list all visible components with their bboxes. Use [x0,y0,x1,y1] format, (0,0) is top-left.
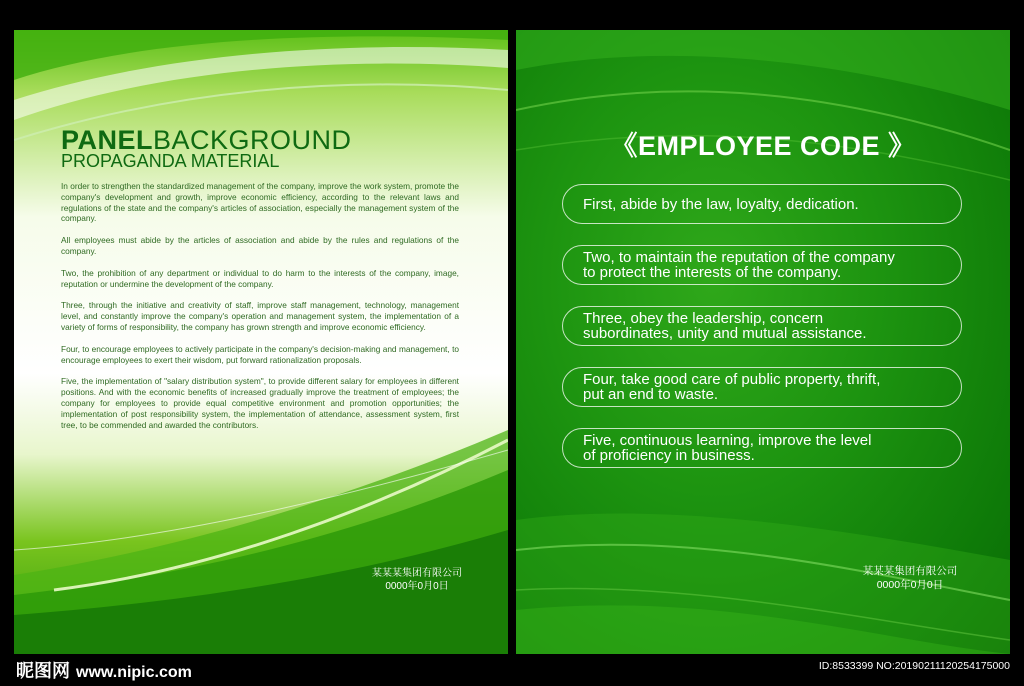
logo-text: 昵图网 [16,661,70,681]
code-item [562,428,962,468]
watermark-logo [16,657,192,683]
code-item-line: to protect the interests of the company. [583,264,842,281]
code-title: 《EMPLOYEE CODE 》 [610,131,916,161]
company-block-left [372,567,462,593]
logo-url: www.nipic.com [76,664,192,681]
paragraph: Three, through the initiative and creativity of staff, improve staff management, technology, management level, and constantly improve the company's operation and management system, the implementation of a variety of forms of responsibility, the company has grown strength and improve economic efficiency. [61,300,459,332]
watermark-id: ID:8533399 NO:20190211120254175000 [818,660,1010,672]
code-item-line: subordinates, unity and mutual assistance. [583,325,867,342]
code-item-line: Five, continuous learning, improve the level [583,432,872,449]
paragraph: In order to strengthen the standardized management of the company, improve the work system, promote the company's development and growth, improve economic efficiency, according to the relevant laws and regulations of the state and the company's articles of association, especially the management system of the company. [61,181,459,224]
page-subtitle: PROPAGANDA MATERIAL [61,151,280,171]
paragraph: Five, the implementation of "salary distribution system", to provide different salary for employees in different positions. And with the economic benefits of increased gradually improve the treatment of employees; the company for employees to provide equal competitive environment and promotion opportunities; the implementation of post responsibility system, the implementation of attendance, assessment system, first tree, to be commended and awarded the contributors. [61,376,459,430]
code-item-line: First, abide by the law, loyalty, dedication. [583,195,859,213]
company-name: 某某某集团有限公司 [372,568,462,579]
code-item-line: Three, obey the leadership, concern [583,310,824,327]
title-rest: BACKGROUND [153,125,352,155]
paragraph: Four, to encourage employees to actively participate in the company's decision-making and management, to encourage employees to exert their wisdom, put forward rationalization proposals. [61,343,459,365]
right-panel [516,30,1010,654]
body-text [61,181,459,441]
code-item-line: put an end to waste. [583,386,719,403]
code-item [562,184,962,224]
left-panel [14,30,508,654]
code-item [562,367,962,407]
paragraph: Two, the prohibition of any department or individual to do harm to the interests of the company, image, reputation or undermine the development of the company. [61,267,459,289]
code-item [562,306,962,346]
title-bold: PANEL [61,125,154,155]
code-item-line: of proficiency in business. [583,447,755,464]
company-name: 某某某集团有限公司 [862,565,958,577]
code-item-line: Two, to maintain the reputation of the company [583,249,895,266]
company-date: 0000年0月0日 [385,581,449,592]
code-item [562,245,962,285]
paragraph: All employees must abide by the articles of association and abide by the rules and regulations of the company. [61,235,459,256]
code-item-line: Four, take good care of public property, thrift, [583,371,881,388]
company-block-right [857,564,963,592]
company-date: 0000年0月0日 [876,579,944,591]
